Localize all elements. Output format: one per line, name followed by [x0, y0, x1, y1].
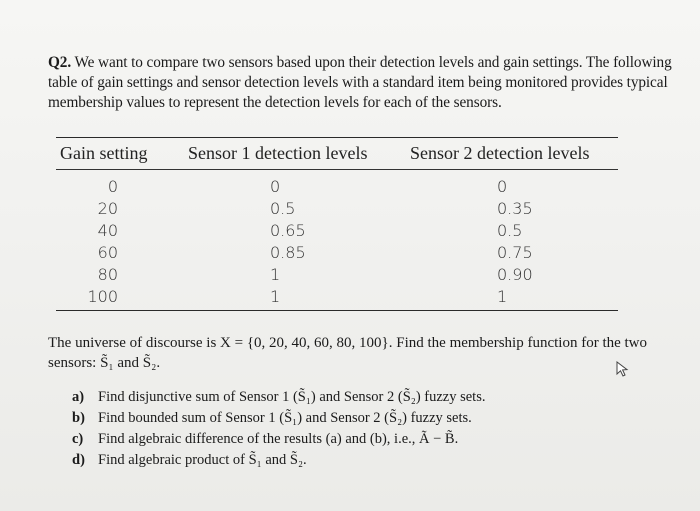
header-gain-setting: Gain setting: [60, 143, 148, 163]
header-sensor-2: Sensor 2 detection levels: [410, 143, 590, 163]
table-header-row: [56, 138, 618, 169]
task-list: [72, 387, 485, 471]
cell-sensor-1: 1: [270, 286, 281, 306]
cell-sensor-1: 0.65: [270, 220, 306, 240]
cell-gain: 80: [97, 264, 118, 284]
task-text: Find disjunctive sum of Sensor 1 (S̃₁) and Sensor 2 (S̃₂) fuzzy sets.: [98, 389, 486, 405]
cell-gain: 60: [97, 242, 118, 262]
cell-sensor-1: 0.5: [270, 198, 296, 218]
cell-gain: 20: [97, 198, 118, 218]
universe-paragraph: The universe of discourse is X = {0, 20, 40, 60, 80, 100}. Find the membership function for the two sensors: S̃₁ and S̃₂.: [48, 335, 648, 371]
table-row: [56, 219, 618, 241]
table-row: [56, 241, 618, 263]
cell-sensor-2: 0: [497, 176, 508, 196]
table-row: [56, 285, 618, 307]
cell-gain: 0: [107, 176, 118, 196]
list-item: [72, 450, 485, 471]
cell-sensor-2: 0.75: [497, 242, 533, 262]
cell-sensor-2: 0.5: [497, 220, 523, 240]
cell-gain: 40: [97, 220, 118, 240]
cell-gain: 100: [87, 286, 118, 306]
cell-sensor-1: 1: [270, 264, 281, 284]
table-row: [56, 175, 618, 197]
table-bottom-rule: [56, 310, 618, 311]
task-letter: a): [72, 389, 85, 405]
question-body: We want to compare two sensors based upon their detection levels and gain settings. The following table of gain settings and sensor detection levels with a standard item being monitored provides typical membership values to represent the detection levels for each of the sensors.: [48, 54, 672, 111]
sensor-table: [56, 137, 618, 311]
table-row: [56, 263, 618, 285]
header-sensor-1: Sensor 1 detection levels: [188, 143, 368, 163]
cell-sensor-2: 0.90: [497, 264, 533, 284]
task-text: Find algebraic product of S̃₁ and S̃₂.: [98, 452, 307, 468]
mouse-pointer-icon: [614, 360, 632, 378]
task-text: Find algebraic difference of the results (a) and (b), i.e., Ã − B̃.: [98, 431, 459, 447]
question-paragraph: [48, 53, 684, 113]
table-row: [56, 197, 618, 219]
cell-sensor-2: 0.35: [497, 198, 533, 218]
task-letter: c): [72, 431, 84, 447]
table-body: [56, 170, 618, 310]
cell-sensor-2: 1: [497, 286, 508, 306]
list-item: [72, 429, 485, 450]
cell-sensor-1: 0.85: [270, 242, 306, 262]
task-text: Find bounded sum of Sensor 1 (S̃₁) and Sensor 2 (S̃₂) fuzzy sets.: [98, 410, 472, 426]
question-label: Q2.: [48, 54, 72, 71]
list-item: [72, 408, 485, 429]
cell-sensor-1: 0: [270, 176, 281, 196]
task-letter: d): [72, 452, 85, 468]
task-letter: b): [72, 410, 85, 426]
list-item: [72, 387, 485, 408]
